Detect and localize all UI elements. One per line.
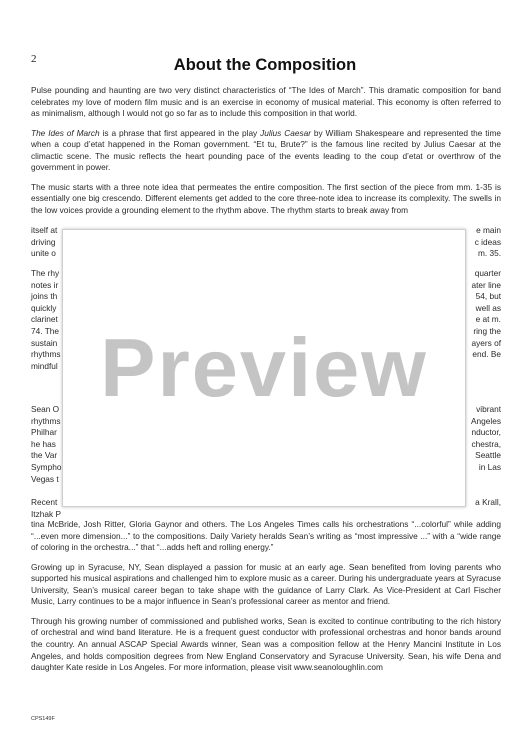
paragraph-ides-text-b: by William Shakespeare and represented the time when a coup d’etat happened in the Roman government. “Et tu, Brute?” is the famous line recited by Julius Caesar at the climactic scene. The music reflects the heart pounding pace of the events leading to the coup d’etat or overthrow of the government in power. [31, 127, 501, 173]
title-ides-of-march: The Ides of March [31, 127, 100, 138]
partial-line: Philhar [31, 427, 57, 438]
paragraph-ides-of-march [31, 128, 501, 174]
partial-line: the Var [31, 450, 58, 461]
paragraph-ides-text-a: is a phrase that first appeared in the play [99, 127, 261, 138]
paragraph-music-starts: The music starts with a three note idea that permeates the entire composition. The first section of the piece from mm. 1-35 is essentially one big crescendo. Different elements get added to the core three-note idea to increase its complexity. The swells in the low voices provide a grounding element to the rhythm above. The rhythm starts to break away from [31, 181, 501, 215]
partial-line: nductor, [471, 427, 501, 438]
partial-line: Vegas t [31, 473, 59, 484]
partial-line: end. Be [472, 349, 501, 360]
partial-line: chestra, [471, 438, 501, 449]
title-julius-caesar: Julius Caesar [260, 127, 311, 138]
partial-line: in Las [478, 462, 501, 472]
partial-line: joins th [31, 291, 58, 302]
partial-line: Seattle [475, 450, 501, 461]
partial-line: Recent [31, 497, 58, 507]
partial-line: mindful [31, 360, 58, 371]
partial-line: Sean O [31, 404, 60, 414]
partial-line: c ideas [474, 236, 501, 247]
paragraph-commissioned-works: Through his growing number of commissioned and published works, Sean is excited to continue contributing to the rich history of orchestral and wind band literature. He is a frequent guest conductor with professional orchestras and honor bands around the country. An annual ASCAP Special Awards winner, Sean was a composition fellow at the Henry Mancini Institute in Los Angeles, and holds composition degrees from New England Conservatory and Syracuse University. Sean, his wife Dena and daughter Kate reside in Los Angeles. For more information, please visit www.seanoloughlin.com [31, 615, 501, 673]
paragraph-intro: Pulse pounding and haunting are two very distinct characteristics of “The Ides of March”. This dramatic composition for band celebrates my love of modern film music and is an exercise in economy of musical material. This economy is often referred to as minimalism, although I would not go so far as to include this composition in that world. [31, 85, 501, 119]
partial-line: he has [31, 438, 56, 449]
catalog-code: CPS149F [31, 716, 55, 722]
paragraph-recordings-rest: tina McBride, Josh Ritter, Gloria Gaynor and others. The Los Angeles Times calls his orchestrations “...colorful” while adding “...even more dimension...” to the compositions. Daily Variety heralds Sean’s writing as “most impressive ...” with a “wide range of coloring in the orchestra...” that “...adds heft and rolling energy.” [31, 519, 501, 553]
partial-line: quickly [31, 302, 57, 313]
partial-line: vibrant [476, 404, 501, 414]
partial-line: clarinet [31, 314, 58, 325]
partial-line: driving [31, 236, 56, 247]
page-title: About the Composition [173, 56, 357, 74]
partial-line: ater line [471, 279, 501, 290]
body-text-bottom [31, 519, 501, 682]
partial-line: ayers of [471, 337, 501, 348]
partial-line: sustain [31, 337, 58, 348]
partial-line: rhythms [31, 349, 61, 360]
preview-watermark [62, 229, 466, 507]
partial-line: Angeles [471, 415, 501, 426]
paragraph-growing-up: Growing up in Syracuse, NY, Sean displayed a passion for music at an early age. Sean benefited from loving parents who supported his musical aspirations and challenged him to explore music as a career. During his undergraduate years at Syracuse University, Sean’s musical career began to take shape with the guidance of Larry Clark. As Vice-President at Carl Fischer Music, Larry continues to be a major influence in Sean’s professional career as mentor and friend. [31, 561, 501, 607]
preview-watermark-text: Preview [100, 321, 428, 414]
partial-line: m. 35. [477, 248, 501, 259]
partial-line: e main [476, 225, 501, 235]
partial-line: 74. The [31, 326, 59, 336]
partial-line: well as [475, 302, 501, 313]
partial-line: quarter [474, 268, 501, 278]
partial-line: e at m. [475, 314, 501, 325]
partial-line: rhythms [31, 415, 61, 426]
partial-line: Sympho [31, 462, 62, 472]
partial-line: itself at [31, 225, 58, 235]
partial-line: 54, but [475, 291, 501, 302]
partial-line: notes ir [31, 279, 59, 290]
body-text-top [31, 85, 501, 224]
page-number: 2 [31, 53, 37, 65]
partial-line: a Krall, [475, 497, 501, 507]
partial-line: The rhy [31, 268, 60, 278]
partial-line: unite o [31, 248, 56, 259]
partial-line: ring the [473, 326, 501, 336]
partial-line: Itzhak P [31, 508, 61, 519]
